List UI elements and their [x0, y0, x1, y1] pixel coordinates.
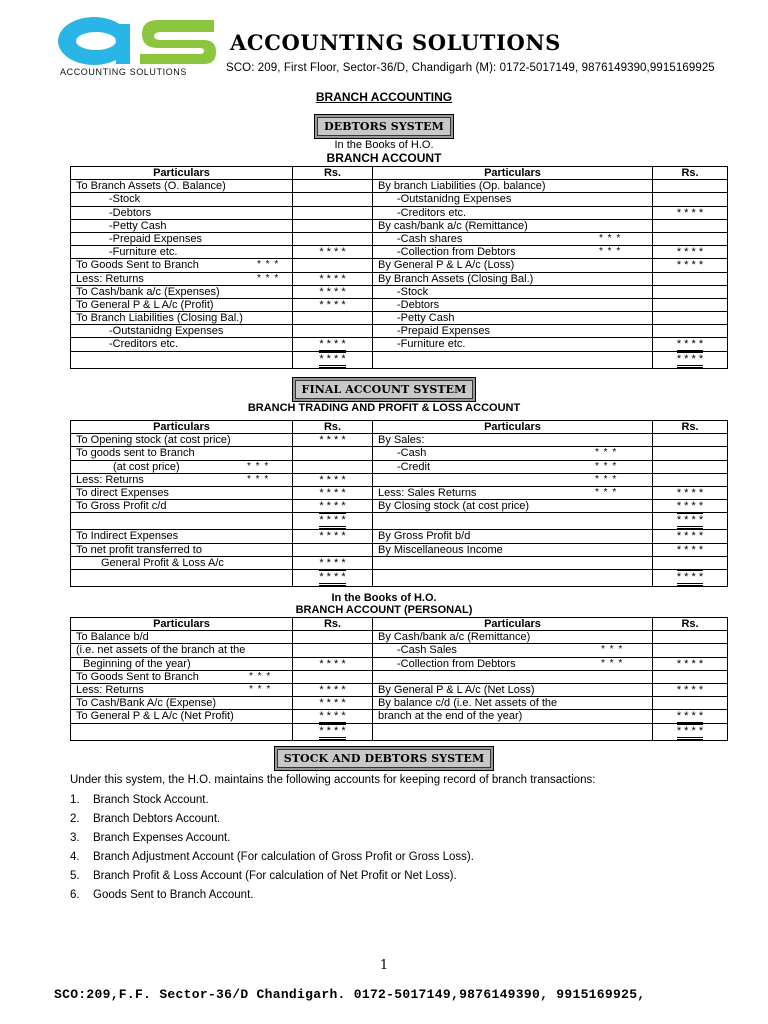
table-cell	[653, 697, 728, 710]
table-cell: To Indirect Expenses	[71, 530, 293, 543]
text: * * * *	[319, 352, 345, 368]
table-cell	[653, 434, 728, 447]
table-cell: By Miscellaneous Income	[373, 543, 653, 556]
table-row	[71, 486, 728, 499]
table-cell: * * * *	[293, 272, 373, 285]
table-cell: -Creditors etc.	[373, 206, 653, 219]
text: * * * *	[676, 543, 704, 556]
text: To Goods Sent to Branch	[76, 259, 199, 272]
table-cell	[71, 460, 293, 473]
table-cell	[653, 543, 728, 556]
table-cell: -Stock	[373, 285, 653, 298]
stars-marker: * * *	[599, 232, 622, 244]
table-cell	[653, 500, 728, 513]
stars-marker: * * *	[247, 460, 270, 472]
text: 3.	[70, 832, 80, 844]
list-item	[70, 831, 474, 850]
text: Branch Adjustment Account (For calculation of Gross Profit or Gross Loss).	[93, 851, 474, 863]
final-heading-wrap	[0, 377, 768, 402]
table-cell	[373, 513, 653, 530]
table-cell	[653, 569, 728, 586]
books-of-ho-label-2: In the Books of H.O.	[331, 592, 437, 604]
col-header: Rs.	[653, 167, 728, 180]
table-cell: To Branch Assets (O. Balance)	[71, 180, 293, 193]
logo-s-shape	[140, 20, 216, 64]
table-cell	[293, 180, 373, 193]
table-cell	[653, 460, 728, 473]
table-cell	[373, 232, 653, 245]
text: -Collection from Debtors	[397, 657, 516, 670]
table-cell: By General P & L A/c (Net Loss)	[373, 683, 653, 696]
table-cell	[293, 206, 373, 219]
table-cell	[293, 710, 373, 723]
table-row	[71, 556, 728, 569]
text: -Cash Sales	[397, 644, 457, 657]
table-cell: -Stock	[71, 193, 293, 206]
total-row	[71, 351, 728, 368]
table-cell: To General P & L A/c (Net Profit)	[71, 710, 293, 723]
text: 4.	[70, 851, 80, 863]
text: * * * *	[319, 570, 345, 586]
table-cell: * * * *	[653, 486, 728, 499]
stars-marker: * * *	[595, 473, 618, 485]
table-row	[71, 285, 728, 298]
table-cell	[373, 473, 653, 486]
table-cell	[373, 486, 653, 499]
table-cell: * * * *	[293, 683, 373, 696]
table-cell	[373, 569, 653, 586]
text: To Goods Sent to Branch	[76, 670, 199, 683]
stock-debtors-system-heading	[274, 746, 495, 771]
text: DEBTORS SYSTEM	[317, 117, 451, 136]
text: Branch Stock Account.	[93, 794, 209, 806]
table-row	[71, 219, 728, 232]
table-cell: By General P & L A/c (Loss)	[373, 259, 653, 272]
table-cell	[293, 325, 373, 338]
text: (at cost price)	[113, 460, 180, 473]
total-row	[71, 513, 728, 530]
stars-marker: * * *	[595, 447, 618, 459]
table-cell	[293, 500, 373, 513]
stars-marker: * * *	[599, 246, 622, 258]
branch-account-table	[70, 166, 728, 369]
table-cell: -Prepaid Expenses	[71, 232, 293, 245]
table-cell: * * * *	[293, 486, 373, 499]
table-cell	[653, 351, 728, 368]
table-cell	[293, 556, 373, 569]
table-cell: * * * *	[293, 246, 373, 259]
text: 5.	[70, 870, 80, 882]
table-cell: * * * *	[653, 683, 728, 696]
accounts-list	[70, 793, 474, 907]
text: * * * *	[677, 352, 703, 368]
table-cell	[373, 723, 653, 740]
debtors-heading-wrap	[0, 114, 768, 139]
table-cell: (i.e. net assets of the branch at the	[71, 644, 293, 657]
table-cell: * * * *	[293, 530, 373, 543]
company-address: SCO: 209, First Floor, Sector-36/D, Chandigarh (M): 0172-5017149, 9876149390,9915169925	[226, 62, 715, 74]
table-cell	[373, 351, 653, 368]
table-cell	[373, 670, 653, 683]
table-cell: -Outstanidng Expenses	[373, 193, 653, 206]
col-header: Particulars	[71, 167, 293, 180]
col-header: Rs.	[653, 618, 728, 631]
stars-marker: * * *	[249, 683, 272, 695]
table-cell	[71, 569, 293, 586]
table-cell	[293, 723, 373, 740]
table-row	[71, 657, 728, 670]
table-cell	[653, 447, 728, 460]
list-item	[70, 850, 474, 869]
text: Less: Returns	[76, 683, 144, 696]
table-cell	[373, 657, 653, 670]
table-cell	[653, 338, 728, 351]
table-cell: To Cash/bank a/c (Expenses)	[71, 285, 293, 298]
table-row	[71, 434, 728, 447]
table-row	[71, 500, 728, 513]
text: Less: Returns	[76, 272, 144, 285]
branch-account-personal-title: BRANCH ACCOUNT (PERSONAL)	[295, 604, 473, 616]
stars-marker: * * *	[595, 486, 618, 498]
table-row	[71, 670, 728, 683]
table-cell: * * * *	[293, 473, 373, 486]
table-row	[71, 272, 728, 285]
text: Branch Profit & Loss Account (For calculation of Net Profit or Net Loss).	[93, 870, 457, 882]
table-cell: * * * *	[653, 657, 728, 670]
table-cell: * * * *	[653, 206, 728, 219]
table-cell	[293, 193, 373, 206]
col-header: Rs.	[653, 421, 728, 434]
table-row	[71, 543, 728, 556]
table-cell: branch at the end of the year)	[373, 710, 653, 723]
table-cell	[653, 272, 728, 285]
company-name: ACCOUNTING SOLUTIONS	[230, 30, 561, 55]
col-header: Rs.	[293, 618, 373, 631]
table-cell: By Cash/bank a/c (Remittance)	[373, 631, 653, 644]
document-title: BRANCH ACCOUNTING	[315, 90, 453, 104]
stars-marker: * * *	[257, 272, 280, 284]
table-cell: * * * *	[293, 657, 373, 670]
table-cell	[293, 569, 373, 586]
text: -Cash	[397, 447, 427, 460]
table-cell	[71, 683, 293, 696]
stock-heading-wrap	[0, 746, 768, 771]
table-cell	[653, 325, 728, 338]
table-cell: By cash/bank a/c (Remittance)	[373, 219, 653, 232]
table-cell	[293, 644, 373, 657]
table-cell	[71, 723, 293, 740]
table-row	[71, 473, 728, 486]
final-account-system-heading	[292, 377, 477, 402]
table-row	[71, 460, 728, 473]
table-cell: -Prepaid Expenses	[373, 325, 653, 338]
table-cell: To Gross Profit c/d	[71, 500, 293, 513]
table-cell	[653, 513, 728, 530]
table-cell: -Outstanidng Expenses	[71, 325, 293, 338]
footer-address: SCO:209,F.F. Sector-36/D Chandigarh. 0172-5017149,9876149390, 9915169925,	[54, 987, 646, 1002]
table-cell	[71, 259, 293, 272]
table-cell: By Closing stock (at cost price)	[373, 500, 653, 513]
text: * * * *	[319, 724, 345, 740]
table-row	[71, 683, 728, 696]
text: -Cash shares	[397, 232, 463, 245]
table-row	[71, 298, 728, 311]
text: * * * *	[319, 338, 346, 351]
table-cell: To Balance b/d	[71, 631, 293, 644]
table-cell: To direct Expenses	[71, 486, 293, 499]
table-row	[71, 246, 728, 259]
text: * * * *	[319, 710, 346, 723]
table-cell	[373, 447, 653, 460]
table-cell	[71, 513, 293, 530]
table-cell	[653, 670, 728, 683]
table-cell	[653, 631, 728, 644]
table-cell: Beginning of the year)	[71, 657, 293, 670]
table-cell	[293, 232, 373, 245]
table-cell	[293, 513, 373, 530]
col-header: Rs.	[293, 167, 373, 180]
total-row	[71, 569, 728, 586]
table-row	[71, 618, 728, 631]
table-cell	[653, 556, 728, 569]
page-number: 1	[379, 958, 389, 973]
table-cell: -Petty Cash	[373, 312, 653, 325]
text: * * * *	[676, 710, 704, 723]
table-cell	[293, 351, 373, 368]
table-row	[71, 232, 728, 245]
table-cell	[373, 246, 653, 259]
table-cell	[653, 180, 728, 193]
table-cell: -Debtors	[71, 206, 293, 219]
text: Less: Sales Returns	[378, 486, 477, 499]
table-cell	[293, 259, 373, 272]
table-row	[71, 180, 728, 193]
stars-marker: * * *	[595, 460, 618, 472]
books-of-ho-label: In the Books of H.O.	[334, 139, 434, 151]
table-cell: By Sales:	[373, 434, 653, 447]
table-cell: General Profit & Loss A/c	[71, 556, 293, 569]
stars-marker: * * *	[601, 644, 624, 656]
table-cell: -Furniture etc.	[71, 246, 293, 259]
table-row	[71, 259, 728, 272]
text: * * * *	[677, 570, 703, 586]
trading-pl-table	[70, 420, 728, 587]
text: * * * *	[319, 500, 346, 513]
table-cell: By balance c/d (i.e. Net assets of the	[373, 697, 653, 710]
table-cell	[653, 298, 728, 311]
text: FINAL ACCOUNT SYSTEM	[295, 380, 474, 399]
table-cell: * * * *	[653, 259, 728, 272]
list-item	[70, 812, 474, 831]
stock-system-intro: Under this system, the H.O. maintains the following accounts for keeping record of branch transactions:	[70, 774, 596, 786]
table-cell	[71, 351, 293, 368]
table-cell: By Gross Profit b/d	[373, 530, 653, 543]
list-item	[70, 888, 474, 907]
table-row	[71, 631, 728, 644]
table-cell: -Creditors etc.	[71, 338, 293, 351]
table-cell	[293, 543, 373, 556]
table-row	[71, 167, 728, 180]
table-cell: To General P & L A/c (Profit)	[71, 298, 293, 311]
debtors-system-heading	[314, 114, 454, 139]
text: STOCK AND DEBTORS SYSTEM	[277, 749, 492, 768]
table-row	[71, 312, 728, 325]
col-header: Particulars	[373, 167, 653, 180]
table-cell: To goods sent to Branch	[71, 447, 293, 460]
branch-account-title: BRANCH ACCOUNT	[326, 151, 442, 165]
table-cell	[653, 723, 728, 740]
table-row	[71, 421, 728, 434]
table-row	[71, 447, 728, 460]
text: * * * *	[319, 556, 346, 569]
table-cell	[653, 312, 728, 325]
table-cell: By branch Liabilities (Op. balance)	[373, 180, 653, 193]
table-row	[71, 325, 728, 338]
text: Branch Debtors Account.	[93, 813, 221, 825]
table-cell: * * * *	[653, 530, 728, 543]
table-cell: * * * *	[293, 298, 373, 311]
text: * * * *	[319, 513, 345, 529]
table-cell	[293, 219, 373, 232]
table-cell: To Branch Liabilities (Closing Bal.)	[71, 312, 293, 325]
table-cell	[293, 631, 373, 644]
text: Goods Sent to Branch Account.	[93, 889, 254, 901]
table-cell	[653, 644, 728, 657]
text: * * * *	[677, 724, 703, 740]
text: 1.	[70, 794, 80, 806]
table-row	[71, 206, 728, 219]
stars-marker: * * *	[601, 657, 624, 669]
table-cell	[293, 447, 373, 460]
stars-marker: * * *	[257, 259, 280, 271]
total-row	[71, 723, 728, 740]
table-row	[71, 530, 728, 543]
table-cell	[293, 338, 373, 351]
table-cell	[71, 670, 293, 683]
table-cell: To Opening stock (at cost price)	[71, 434, 293, 447]
table-cell: * * * *	[293, 697, 373, 710]
table-cell: * * * *	[293, 434, 373, 447]
table-cell: By Branch Assets (Closing Bal.)	[373, 272, 653, 285]
table-cell	[293, 670, 373, 683]
table-cell	[71, 272, 293, 285]
table-cell: -Petty Cash	[71, 219, 293, 232]
table-cell	[653, 473, 728, 486]
branch-personal-table	[70, 617, 728, 741]
table-row	[71, 697, 728, 710]
text: -Collection from Debtors	[397, 246, 516, 259]
table-cell: * * * *	[653, 246, 728, 259]
table-cell	[71, 473, 293, 486]
table-cell	[653, 285, 728, 298]
table-cell	[653, 193, 728, 206]
table-cell	[653, 710, 728, 723]
col-header: Particulars	[71, 421, 293, 434]
logo-tagline: ACCOUNTING SOLUTIONS	[60, 67, 188, 77]
text: Less: Returns	[76, 473, 144, 486]
table-row	[71, 710, 728, 723]
table-cell	[293, 460, 373, 473]
text: * * * *	[677, 513, 703, 529]
table-row	[71, 193, 728, 206]
table-cell: To net profit transferred to	[71, 543, 293, 556]
list-item	[70, 793, 474, 812]
text: * * * *	[676, 338, 704, 351]
table-cell: To Cash/Bank A/c (Expense)	[71, 697, 293, 710]
table-row	[71, 644, 728, 657]
table-cell	[653, 219, 728, 232]
text: 2.	[70, 813, 80, 825]
text: * * * *	[676, 500, 704, 513]
trading-pl-title: BRANCH TRADING AND PROFIT & LOSS ACCOUNT	[247, 402, 521, 414]
col-header: Particulars	[373, 421, 653, 434]
table-cell	[293, 312, 373, 325]
table-cell	[373, 644, 653, 657]
stars-marker: * * *	[247, 473, 270, 485]
table-cell: -Furniture etc.	[373, 338, 653, 351]
table-cell	[373, 556, 653, 569]
col-header: Particulars	[71, 618, 293, 631]
text: 6.	[70, 889, 80, 901]
list-item	[70, 869, 474, 888]
table-cell	[653, 232, 728, 245]
table-row	[71, 338, 728, 351]
table-cell	[373, 460, 653, 473]
stars-marker: * * *	[249, 670, 272, 682]
text: Branch Expenses Account.	[93, 832, 231, 844]
col-header: Particulars	[373, 618, 653, 631]
table-cell: -Debtors	[373, 298, 653, 311]
col-header: Rs.	[293, 421, 373, 434]
text: -Credit	[397, 460, 431, 473]
table-cell: * * * *	[293, 285, 373, 298]
